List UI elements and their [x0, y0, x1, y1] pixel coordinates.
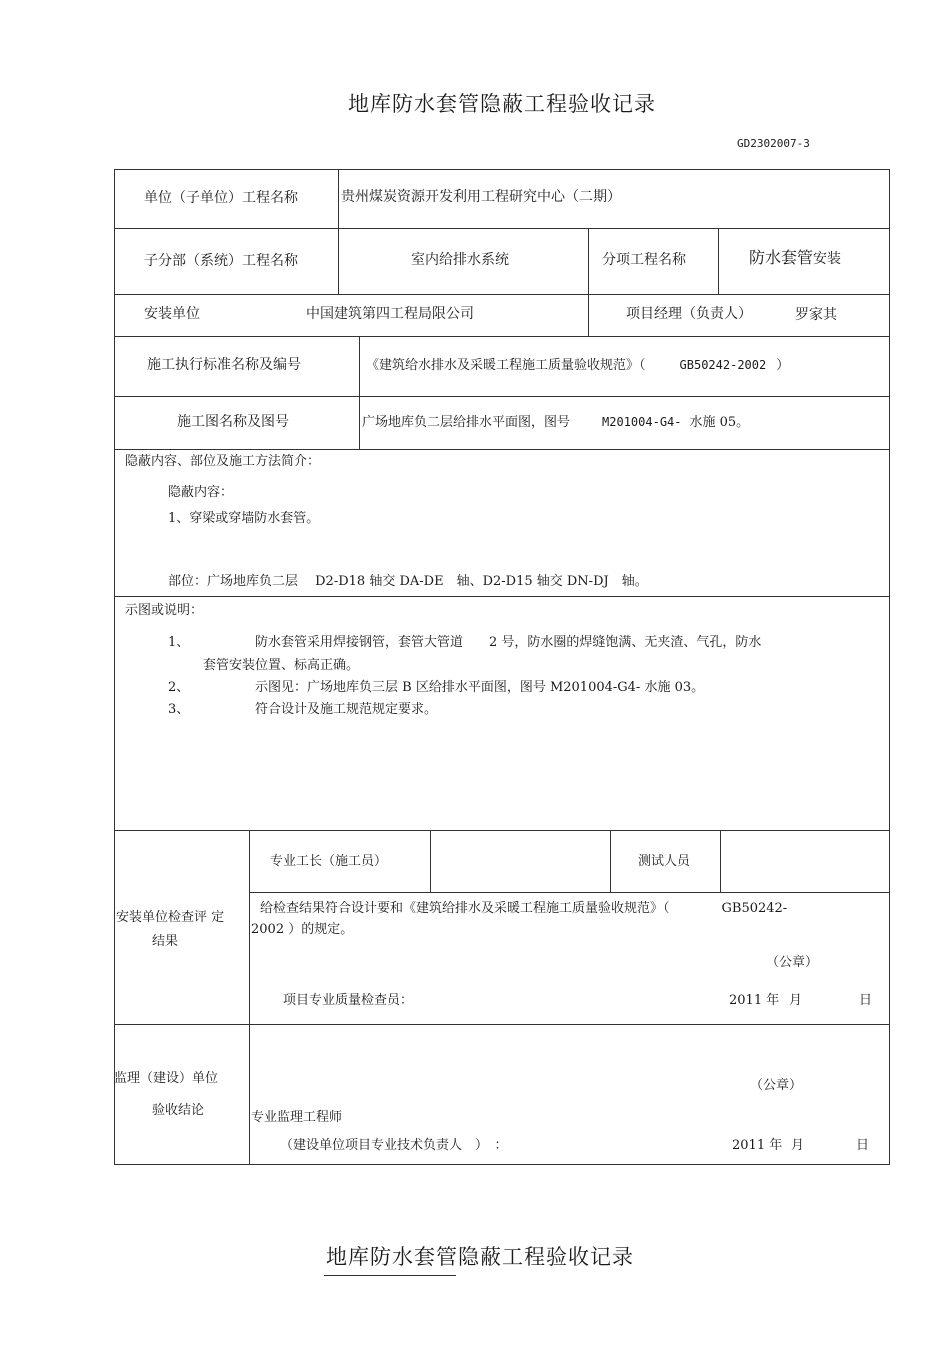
install-date-month: 月 [789, 993, 803, 1008]
standard-close: ） [776, 358, 790, 373]
install-check-label-1: 安装单位检查评 定 [116, 910, 225, 925]
supervision-date-day: 日 [856, 1138, 870, 1153]
sub-item-value [749, 245, 841, 268]
footer-title: 地库防水套管隐蔽工程验收记录 [326, 1245, 634, 1269]
project-name-label: 单位（子单位）工程名称 [144, 190, 298, 206]
project-name-value: 贵州煤炭资源开发利用工程研究中心（二期） [341, 189, 621, 205]
drawing-value [362, 411, 749, 430]
note-3-number: 3、 [168, 702, 190, 717]
page-title: 地库防水套管隐蔽工程验收记录 [348, 92, 656, 116]
supervision-label-1: 监理（建设）单位 [114, 1071, 219, 1086]
sub-division-value: 室内给排水系统 [411, 252, 509, 268]
supervision-label-2: 验收结论 [152, 1103, 205, 1118]
hidden-content-sub: 隐蔽内容： [168, 485, 234, 500]
owner-tech-lead-label: （建设单位项目专业技术负责人 ） ： [280, 1138, 508, 1153]
project-manager-label: 项目经理（负责人） [626, 306, 752, 322]
note-1-number: 1、 [168, 635, 190, 650]
hidden-content-location: 部位：广场地库负二层 D2-D18 轴交 DA-DE 轴、D2-D15 轴交 DN-DJ 轴。 [168, 574, 648, 589]
notes-heading: 示图或说明： [125, 603, 204, 618]
sub-item-value-main: 防水套管 [749, 248, 814, 267]
tester-label: 测试人员 [638, 854, 691, 869]
install-date-day: 日 [859, 993, 873, 1008]
footer-title-underline [324, 1275, 456, 1276]
drawing-code: M201004-G4- [602, 415, 682, 429]
quality-inspector-label: 项目专业质量检查员： [283, 993, 414, 1008]
standard-value [366, 354, 789, 373]
sub-division-label: 子分部（系统）工程名称 [144, 253, 298, 269]
note-3-text: 符合设计及施工规范规定要求。 [255, 702, 438, 717]
supervision-engineer-label: 专业监理工程师 [251, 1110, 343, 1125]
standard-code: GB50242-2002 [679, 358, 767, 372]
note-1-text: 防水套管采用焊接钢管，套管大管道 2 号，防水圈的焊缝饱满、无夹渣、气孔，防水 [255, 635, 762, 650]
hidden-content-item-1: 1、穿梁或穿墙防水套管。 [168, 511, 320, 526]
foreman-label: 专业工长（施工员） [270, 854, 388, 869]
document-code: GD2302007-3 [737, 137, 810, 150]
drawing-sheet: 水施 05。 [689, 415, 750, 430]
project-manager-value: 罗家其 [795, 307, 837, 323]
install-seal: （公章） [766, 955, 819, 970]
hidden-content-heading: 隐蔽内容、部位及施工方法简介： [125, 454, 321, 469]
install-result-line-1: 给检查结果符合设计要和《建筑给排水及采暖工程施工质量验收规范》（ GB50242- [260, 901, 788, 916]
supervision-date-year: 2011 年 [732, 1138, 783, 1153]
sub-item-label: 分项工程名称 [602, 252, 686, 268]
note-1-continuation: 套管安装位置、标高正确。 [203, 658, 360, 673]
installer-label: 安装单位 [144, 306, 200, 322]
drawing-name: 广场地库负二层给排水平面图，图号 [362, 415, 571, 430]
supervision-date-month: 月 [791, 1138, 805, 1153]
standard-label: 施工执行标准名称及编号 [147, 357, 301, 373]
install-check-label-2: 结果 [152, 934, 179, 949]
standard-name: 《建筑给水排水及采暖工程施工质量验收规范》（ [366, 358, 646, 373]
installer-value: 中国建筑第四工程局限公司 [306, 306, 474, 322]
install-result-line-2: 2002 ）的规定。 [251, 922, 354, 937]
supervision-seal: （公章） [750, 1078, 803, 1093]
drawing-label: 施工图名称及图号 [177, 414, 289, 430]
sub-item-value-suffix: 安装 [813, 251, 842, 267]
note-2-number: 2、 [168, 680, 190, 695]
note-2-text: 示图见：广场地库负三层 B 区给排水平面图，图号 M201004-G4- 水施 03。 [255, 680, 705, 695]
install-date-year: 2011 年 [729, 993, 780, 1008]
